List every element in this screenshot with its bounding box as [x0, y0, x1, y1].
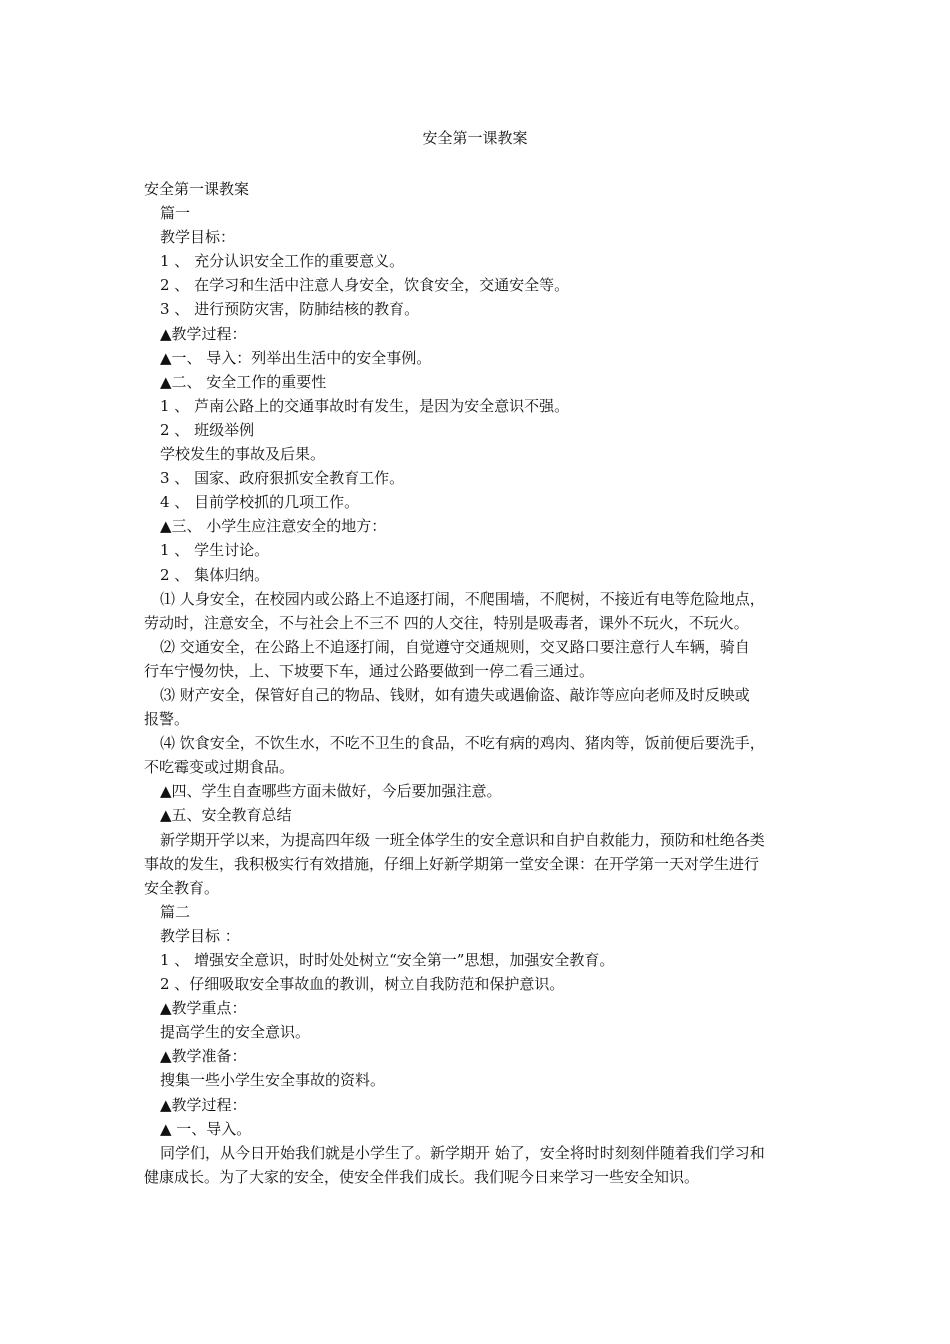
paragraph-line: ⑵ 交通安全，在公路上不追逐打闹，自觉遵守交通规则，交叉路口要注意行人车辆，骑自	[160, 637, 750, 656]
text-line: 1 、 芦南公路上的交通事故时有发生，是因为安全意识不强。	[160, 396, 570, 415]
paragraph-continuation: 健康成长。为了大家的安全，使安全伴我们成长。我们呢今日来学习一些安全知识。	[144, 1167, 700, 1186]
text-line: 2 、 集体归纳。	[160, 565, 270, 584]
text-line: 篇二	[160, 902, 191, 921]
paragraph-line: ⑷ 饮食安全，不饮生水，不吃不卫生的食品，不吃有病的鸡肉、猪肉等，饭前便后要洗手，	[160, 734, 765, 753]
body-lines	[144, 201, 808, 1189]
paragraph-line: ⑶ 财产安全，保管好自己的物品、钱财，如有遗失或遇偷盗、敲诈等应向老师及时反映或	[160, 685, 750, 704]
document-body	[144, 177, 808, 1189]
text-line: 2 、仔细吸取安全事故血的教训，树立自我防范和保护意识。	[160, 975, 565, 994]
text-line: 3 、 进行预防灾害，防肺结核的教育。	[160, 300, 420, 319]
paragraph-line: 新学期开学以来，为提高四年级 一班全体学生的安全意识和自护自救能力，预防和杜绝各类	[160, 830, 765, 849]
text-line: 提高学生的安全意识。	[160, 1023, 311, 1042]
text-line: ▲教学过程：	[160, 1095, 247, 1114]
text-line: ▲教学过程：	[160, 324, 247, 343]
text-line: ▲教学重点：	[160, 999, 247, 1018]
paragraph-line: 同学们，从今日开始我们就是小学生了。新学期开 始了，安全将时时刻刻伴随着我们学习和	[160, 1143, 765, 1162]
text-line: 篇一	[160, 204, 191, 223]
text-line: ▲一、 导入：列举出生活中的安全事例。	[160, 348, 432, 367]
text-line: ▲教学准备：	[160, 1047, 247, 1066]
text-line: 1 、 学生讨论。	[160, 541, 270, 560]
text-line: ▲三、 小学生应注意安全的地方：	[160, 517, 387, 536]
document-title: 安全第一课教案	[422, 129, 528, 147]
paragraph-continuation: 不吃霉变或过期食品。	[144, 758, 295, 777]
document-heading: 安全第一课教案	[144, 180, 250, 198]
paragraph-continuation: 劳动时，注意安全，不与社会上不三不 四的人交往，特别是吸毒者，课外不玩火，不玩火。	[144, 613, 749, 632]
text-line: 1 、 增强安全意识，时时处处树立“安全第一”思想，加强安全教育。	[160, 951, 615, 969]
text-line: 搜集一些小学生安全事故的资料。	[160, 1071, 386, 1090]
paragraph-line: ⑴ 人身安全，在校园内或公路上不追逐打闹，不爬围墙，不爬树，不接近有电等危险地点，	[160, 589, 765, 608]
text-line: ▲ 一、导入。	[160, 1119, 252, 1138]
text-line: ▲四、学生自查哪些方面未做好，今后要加强注意。	[160, 782, 502, 801]
paragraph-continuation: 报警。	[144, 710, 190, 729]
text-line: ▲二、 安全工作的重要性	[160, 372, 327, 391]
text-line: 1 、 充分认识安全工作的重要意义。	[160, 252, 405, 271]
text-line: 2 、 班级举例	[160, 420, 255, 439]
text-line: 3 、 国家、政府狠抓安全教育工作。	[160, 469, 405, 488]
paragraph-continuation: 安全教育。	[144, 878, 220, 897]
text-line: ▲五、安全教育总结	[160, 806, 292, 825]
paragraph-continuation: 事故的发生，我积极实行有效措施，仔细上好新学期第一堂安全课：在开学第一天对学生进行	[144, 854, 760, 873]
text-line: 学校发生的事故及后果。	[160, 445, 326, 464]
text-line: 教学目标：	[160, 228, 236, 247]
text-line: 2 、 在学习和生活中注意人身安全，饮食安全，交通安全等。	[160, 276, 570, 295]
text-line: 教学目标 ：	[160, 926, 240, 945]
text-line: 4 、 目前学校抓的几项工作。	[160, 493, 360, 512]
paragraph-continuation: 行车宁慢勿快，上、下坡要下车，通过公路要做到一停二看三通过。	[144, 661, 595, 680]
